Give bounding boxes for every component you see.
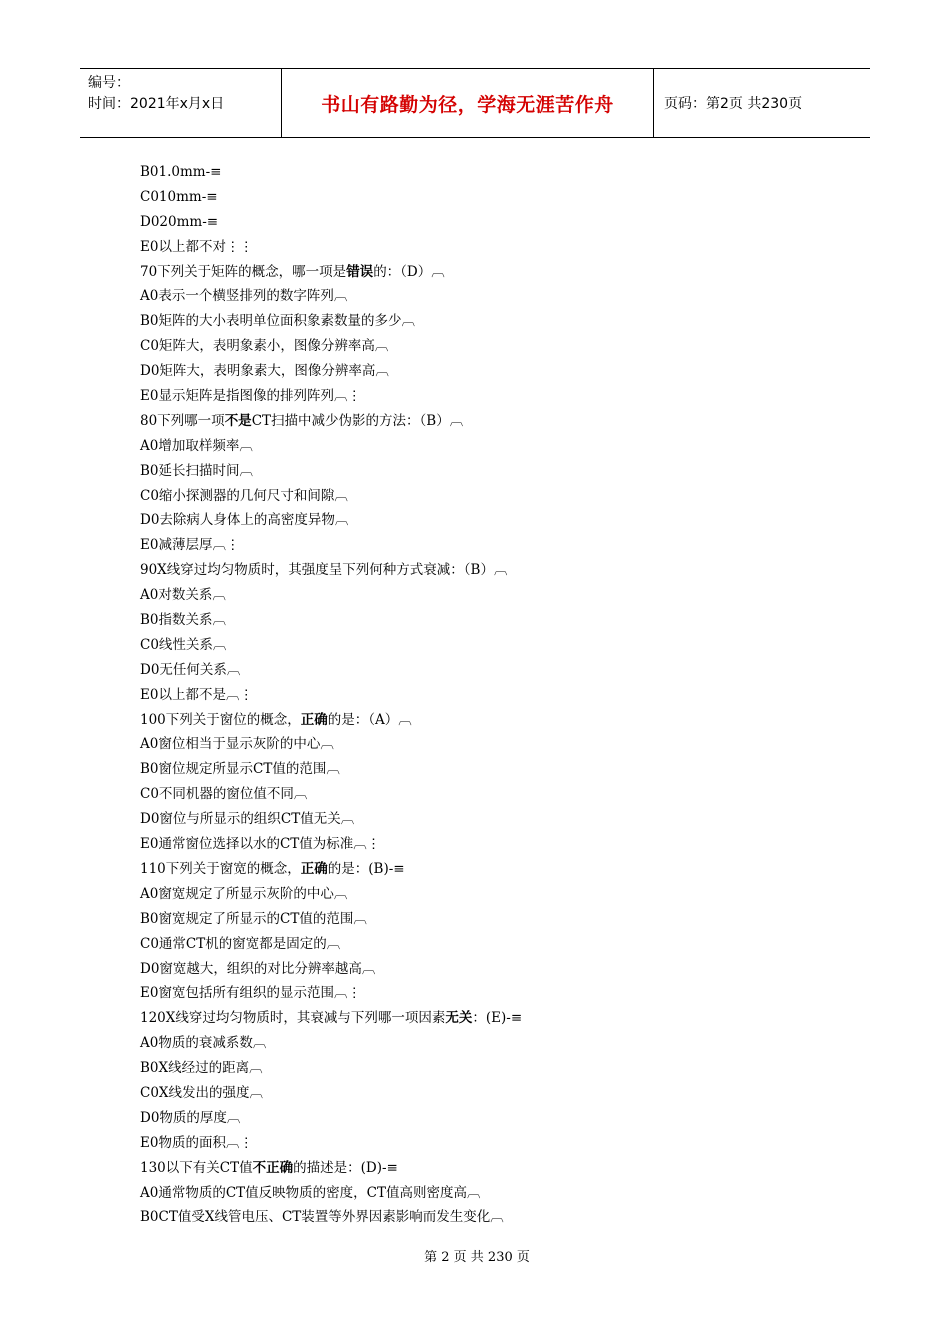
time-label: 时间：2021年x月x日 [88,96,225,112]
emphasis-text: 正确 [300,711,328,728]
line-text: E0减薄层厚︹⋮ [140,537,240,554]
emphasis-text: 不正确 [252,1159,294,1176]
page-header [80,68,870,138]
line-text: C010mm-≡ [140,188,218,205]
text-line [140,459,800,484]
line-text: E0以上都不是︹⋮ [140,686,253,703]
text-line [140,932,800,957]
line-text: C0线性关系︹ [140,636,227,653]
line-text: A0对数关系︹ [140,587,226,604]
line-text: E0显示矩阵是指图像的排列阵列︹⋮ [140,388,361,405]
text-line [140,757,800,782]
text-line [140,434,800,459]
text-line [140,558,800,583]
line-text: D0矩阵大，表明象素大，图像分辨率高︹ [140,363,389,380]
line-text: B01.0mm-≡ [140,164,222,180]
line-text: C0不同机器的窗位值不同︹ [140,786,308,803]
text-line [140,683,800,708]
text-line [140,508,800,533]
page-footer: 第 2 页 共 230 页 [424,1250,530,1265]
text-line [140,1106,800,1131]
text-line [140,1056,800,1081]
line-text: 90X线穿过均匀物质时，其强度呈下列何种方式衰减：（B）︹ [140,562,508,579]
text-line [140,533,800,558]
text-line [140,807,800,832]
text-line [140,782,800,807]
text-line [140,160,800,185]
text-line [140,185,800,210]
line-text: 100下列关于窗位的概念， [140,711,301,728]
line-text: C0矩阵大，表明象素小，图像分辨率高︹ [140,338,389,355]
text-line [140,1131,800,1156]
text-line [140,583,800,608]
text-line [140,957,800,982]
line-text: 的描述是：(D)-≡ [293,1159,398,1176]
text-line [140,1081,800,1106]
line-text: E0以上都不对⋮⋮ [140,238,253,255]
line-text: A0物质的衰减系数︹ [140,1035,267,1052]
line-text: A0增加取样频率︹ [140,437,253,454]
line-text: B0窗宽规定了所显示的CT值的范围︹ [140,910,367,927]
line-text: 的是：(B)-≡ [327,860,405,877]
text-line [140,981,800,1006]
line-text: ：(E)-≡ [472,1010,523,1027]
text-line [140,484,800,509]
number-label: 编号： [88,75,130,91]
header-meta [80,69,282,137]
text-line [140,384,800,409]
line-text: B0延长扫描时间︹ [140,462,254,479]
text-line [140,1181,800,1206]
line-text: 70下列关于矩阵的概念，哪一项是 [140,263,347,280]
line-text: D0无任何关系︹ [140,661,241,678]
emphasis-text: 错误 [346,263,374,280]
line-text: A0表示一个横竖排列的数字阵列︹ [140,288,348,305]
text-line [140,608,800,633]
line-text: CT扫描中减少伪影的方法：（B）︹ [251,412,464,429]
line-text: E0窗宽包括所有组织的显示范围︹⋮ [140,985,361,1002]
text-line [140,309,800,334]
text-line [140,334,800,359]
line-text: 130以下有关CT值 [140,1159,253,1176]
line-text: A0通常物质的CT值反映物质的密度，CT值高则密度高︹ [140,1184,481,1201]
line-text: E0物质的面积︹⋮ [140,1134,253,1151]
text-line [140,832,800,857]
text-line [140,1006,800,1031]
line-text: C0X线发出的强度︹ [140,1084,264,1101]
line-text: 的：（D）︹ [373,263,445,280]
text-line [140,708,800,733]
line-text: 的是：（A）︹ [327,711,412,728]
text-line [140,284,800,309]
line-text: B0矩阵的大小表明单位面积象素数量的多少︹ [140,313,416,330]
text-line [140,1156,800,1181]
text-line [140,732,800,757]
line-text: 80下列哪一项 [140,412,225,429]
line-text: D020mm-≡ [140,213,219,230]
line-text: D0去除病人身体上的高密度异物︹ [140,512,349,529]
text-line [140,1031,800,1056]
line-text: B0窗位规定所显示CT值的范围︹ [140,761,340,778]
header-page-info: 页码：第2页 共230页 [664,96,803,112]
text-line [140,210,800,235]
line-text: D0物质的厚度︹ [140,1109,241,1126]
line-text: D0窗宽越大，组织的对比分辨率越高︹ [140,960,376,977]
line-text: B0CT值受X线管电压、CT装置等外界因素影响而发生变化︹ [140,1209,504,1226]
line-text: B0X线经过的距离︹ [140,1060,263,1077]
line-text: A0窗位相当于显示灰阶的中心︹ [140,736,334,753]
text-line [140,907,800,932]
line-text: B0指数关系︹ [140,612,227,629]
line-text: A0窗宽规定了所显示灰阶的中心︹ [140,885,348,902]
text-line [140,658,800,683]
document-body [140,160,800,1230]
text-line [140,857,800,882]
text-line [140,260,800,285]
emphasis-text: 正确 [300,860,328,877]
text-line [140,409,800,434]
line-text: 120X线穿过均匀物质时，其衰减与下列哪一项因素 [140,1010,446,1027]
emphasis-text: 不是 [224,412,252,429]
line-text: C0通常CT机的窗宽都是固定的︹ [140,935,341,952]
line-text: 110下列关于窗宽的概念， [140,860,301,877]
line-text: E0通常窗位选择以水的CT值为标准︹⋮ [140,836,381,853]
text-line [140,1205,800,1230]
text-line [140,235,800,260]
emphasis-text: 无关 [445,1010,473,1027]
text-line [140,882,800,907]
header-motto: 书山有路勤为径，学海无涯苦作舟 [282,69,654,137]
text-line [140,359,800,384]
line-text: D0窗位与所显示的组织CT值无关︹ [140,811,355,828]
line-text: C0缩小探测器的几何尺寸和间隙︹ [140,487,348,504]
text-line [140,633,800,658]
